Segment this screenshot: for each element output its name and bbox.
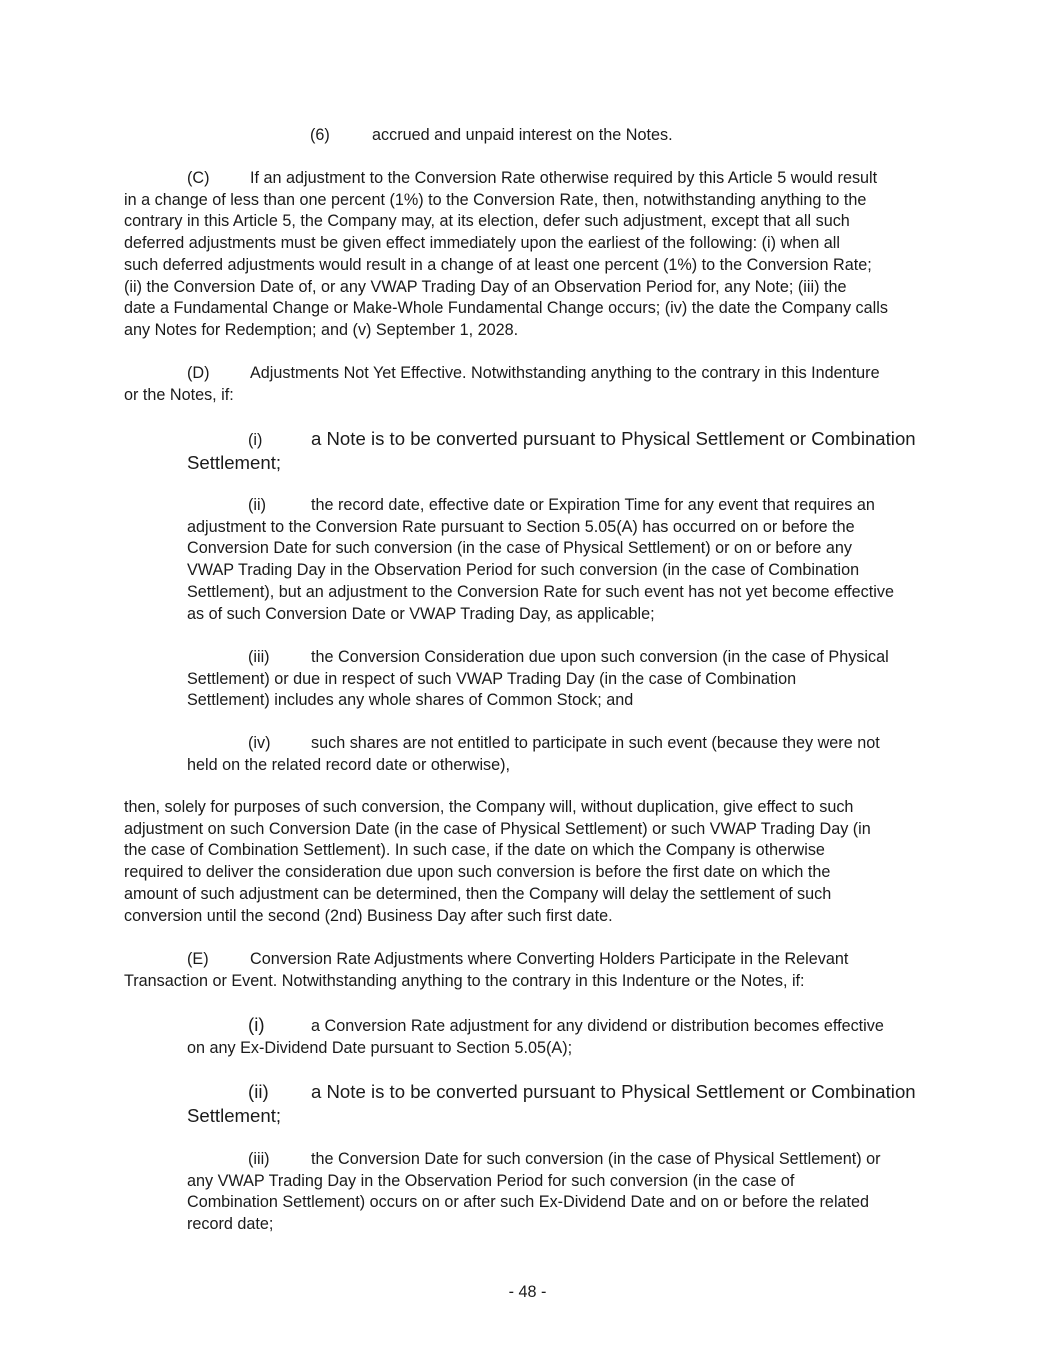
paragraph-line: or the Notes, if: bbox=[124, 385, 234, 404]
paragraph-d bbox=[124, 363, 934, 406]
paragraph-line: such deferred adjustments would result in a change of at least one percent (1%) to the Conversion Rate; bbox=[124, 255, 872, 274]
paragraph-line: (D) Adjustments Not Yet Effective. Notwithstanding anything to the contrary in this Indenture bbox=[124, 363, 934, 385]
paragraph-line: Transaction or Event. Notwithstanding anything to the contrary in this Indenture or the Notes, if: bbox=[124, 971, 805, 990]
paragraph-d-then: then, solely for purposes of such conversion, the Company will, without duplication, give effect to such adjustment on such Conversion Date (in the case of Physical Settlement) or such VWAP Trading Day (in the case of Combination Settlement). In such case, if the date on which the Company is otherwise required to deliver the consideration due upon such conversion is before the first date on which the amount of such adjustment can be determined, then the Company will delay the settlement of such conversion until the second (2nd) Business Day after such first date. bbox=[124, 798, 871, 925]
page-number: - 48 - bbox=[508, 1283, 547, 1301]
paragraph-label: (C) bbox=[187, 169, 210, 187]
subitem-d-i: (i) a Note is to be converted pursuant to Physical Settlement or Combination Settlement; bbox=[187, 428, 916, 473]
subitem-number: (i) bbox=[248, 431, 263, 449]
subitem-d-iv: (iv) such shares are not entitled to participate in such event (because they were not held on the related record date or otherwise), bbox=[187, 734, 880, 774]
item-6 bbox=[310, 125, 673, 147]
paragraph-line: (C) If an adjustment to the Conversion Rate otherwise required by this Article 5 would result bbox=[124, 168, 934, 190]
paragraph-line: (E) Conversion Rate Adjustments where Converting Holders Participate in the Relevant bbox=[124, 949, 934, 971]
subitem-e-i: (i) a Conversion Rate adjustment for any dividend or distribution becomes effective on any Ex-Dividend Date pursuant to Section 5.05(A); bbox=[187, 1014, 884, 1057]
subitem-number: (iv) bbox=[248, 734, 271, 752]
paragraph-c bbox=[124, 168, 934, 342]
paragraph-line: (ii) the Conversion Date of, or any VWAP Trading Day of an Observation Period for, any Note; (iii) the bbox=[124, 277, 847, 296]
paragraph-line: deferred adjustments must be given effect immediately upon the earliest of the following: (i) when all bbox=[124, 234, 840, 253]
subitem-d-iii: (iii) the Conversion Consideration due upon such conversion (in the case of Physical Settlement) or due in respect of such VWAP Trading Day (in the case of Combination Settlement) includes any whole shares of Common Stock; and bbox=[187, 648, 889, 710]
subitem-number: (i) bbox=[248, 1014, 265, 1035]
subitem-e-ii: (ii) a Note is to be converted pursuant to Physical Settlement or Combination Settlement; bbox=[187, 1081, 916, 1126]
subitem-number: (ii) bbox=[248, 496, 266, 514]
item-text: accrued and unpaid interest on the Notes. bbox=[372, 126, 673, 144]
paragraph-line: contrary in this Article 5, the Company may, at its election, defer such adjustment, except that all such bbox=[124, 212, 850, 231]
paragraph-line: any Notes for Redemption; and (v) September 1, 2028. bbox=[124, 320, 519, 339]
paragraph-label: (E) bbox=[187, 950, 209, 968]
paragraph-line: date a Fundamental Change or Make-Whole Fundamental Change occurs; (iv) the date the Company calls bbox=[124, 299, 888, 318]
paragraph-label: (D) bbox=[187, 364, 210, 382]
subitem-d-ii: (ii) the record date, effective date or Expiration Time for any event that requires an adjustment to the Conversion Rate pursuant to Section 5.05(A) has occurred on or before the Conversion Date for such conversion (in the case of Physical Settlement) or on or before any VWAP Trading Day in the Observation Period for such conversion (in the case of Combination Settlement), but an adjustment to the Conversion Rate for such event has not yet become effective as of such Conversion Date or VWAP Trading Day, as applicable; bbox=[187, 496, 894, 623]
subitem-number: (ii) bbox=[248, 1081, 269, 1102]
subitem-number: (iii) bbox=[248, 648, 270, 666]
subitem-e-iii: (iii) the Conversion Date for such conversion (in the case of Physical Settlement) or any VWAP Trading Day in the Observation Period for such conversion (in the case of Combination Settlement) occurs on or after such Ex-Dividend Date and on or before the related record date; bbox=[187, 1150, 881, 1234]
item-number: (6) bbox=[310, 126, 330, 144]
subitem-number: (iii) bbox=[248, 1150, 270, 1168]
paragraph-e bbox=[124, 949, 934, 992]
paragraph-line: in a change of less than one percent (1%) to the Conversion Rate, then, notwithstanding anything to the bbox=[124, 190, 867, 209]
